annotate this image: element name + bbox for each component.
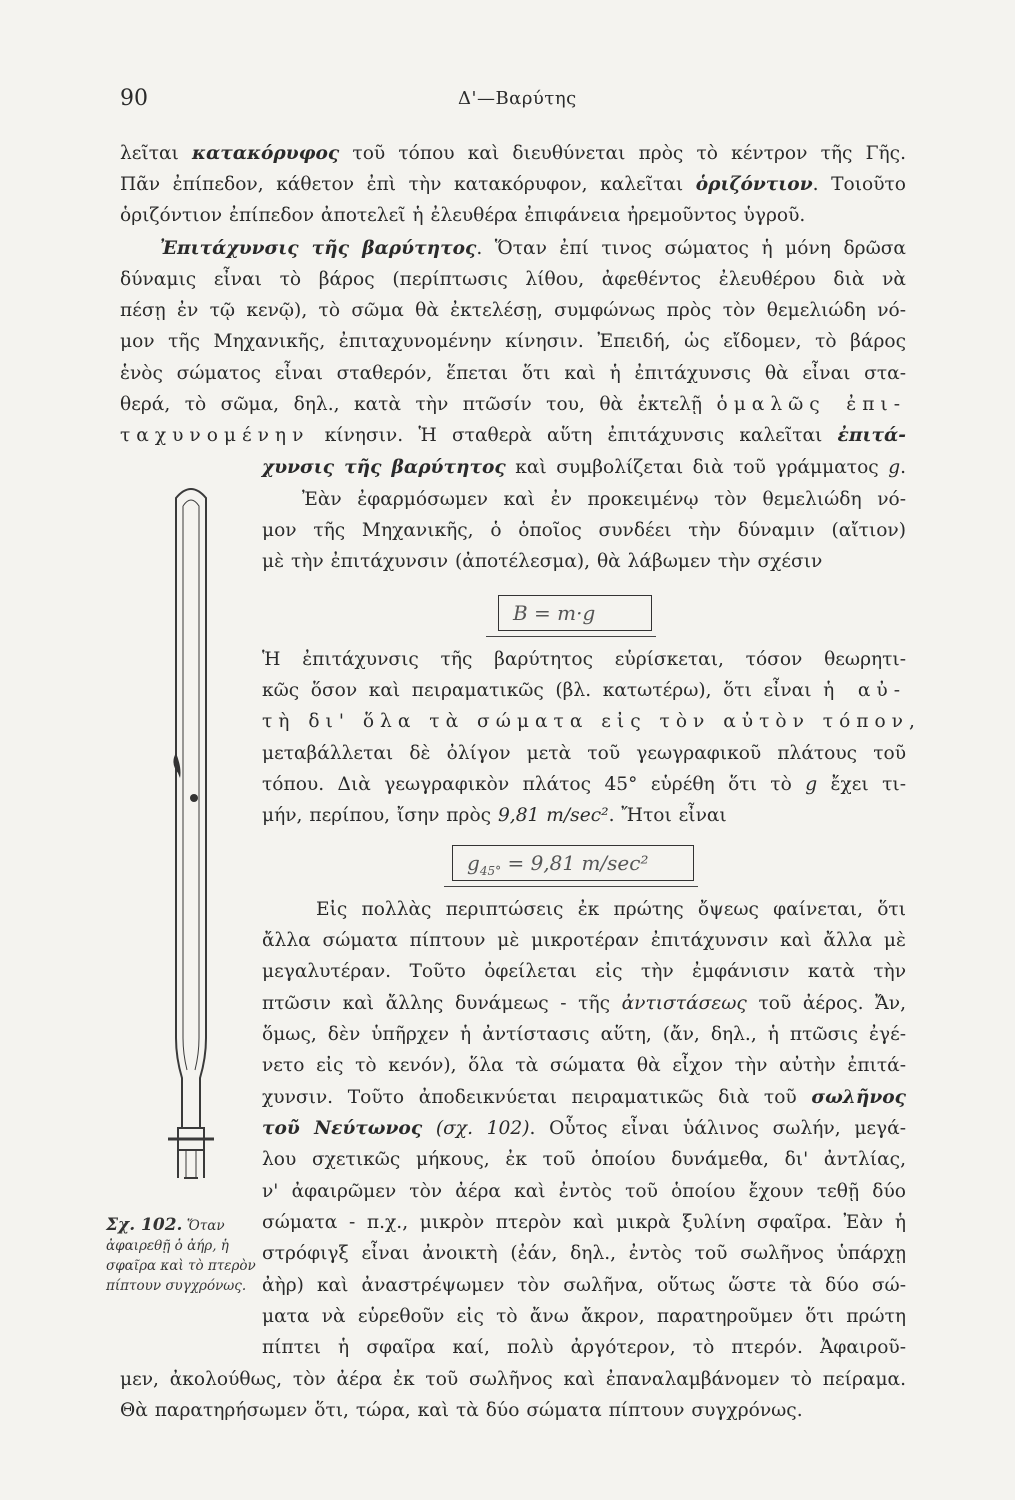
text-line: σώματα - π.χ., μικρὸν πτερὸν καὶ μικρὰ ξυλίνη σφαῖρα. Ἐὰν ἡ [262, 1212, 906, 1233]
text-line: μὲ τὴν ἐπιτάχυνσιν (ἀποτέλεσμα), θὰ λάβωμεν τὴν σχέσιν [262, 551, 823, 572]
equation-box-weight: B = m·g [498, 595, 652, 631]
text-line: μήν, περίπου, ἴσην πρὸς 9,81 m/sec². Ἤτοι εἶναι [262, 805, 727, 826]
text-line: Εἰς πολλὰς περιπτώσεις ἐκ πρώτης ὄψεως φαίνεται, ὅτι [316, 899, 906, 920]
text-line: τοῦ Νεύτωνος (σχ. 102). Οὗτος εἶναι ὑάλινος σωλήν, μεγά- [262, 1118, 906, 1139]
running-title: Δ'—Βαρύτης [458, 88, 577, 109]
equation-underline [444, 886, 698, 887]
text-line: ματα νὰ εὑρεθοῦν εἰς τὸ ἄνω ἄκρον, παρατηροῦμεν ὅτι πρώτη [262, 1306, 906, 1327]
text-line: μεταβάλλεται δὲ ὀλίγον μετὰ τοῦ γεωγραφικοῦ πλάτους τοῦ [262, 743, 906, 764]
page-number: 90 [120, 86, 148, 111]
newton-tube-figure [156, 478, 226, 1208]
text-line: ἀὴρ) καὶ ἀναστρέψωμεν τὸν σωλῆνα, οὕτως ὥστε τὰ δύο σώ- [262, 1275, 906, 1296]
text-line: Ἡ ἐπιτάχυνσις τῆς βαρύτητος εὑρίσκεται, τόσον θεωρητι- [262, 649, 906, 670]
text-line: λεῖται κατακόρυφος τοῦ τόπου καὶ διευθύνεται πρὸς τὸ κέντρον τῆς Γῆς. [120, 143, 906, 164]
text-line: ὁριζόντιον ἐπίπεδον ἀποτελεῖ ἡ ἐλευθέρα ἐπιφάνεια ἠρεμοῦντος ὑγροῦ. [120, 205, 806, 226]
text-line: ταχυνομένην κίνησιν. Ἡ σταθερὰ αὕτη ἐπιτάχυνσις καλεῖται ἐπιτά- [120, 425, 906, 446]
text-line: ὅμως, δὲν ὑπῆρχεν ἡ ἀντίστασις αὕτη, (ἄν, δηλ., ἡ πτῶσις ἐγέ- [262, 1024, 906, 1045]
text-line: τὴ δι' ὅλα τὰ σώματα εἰς τὸν αὐτὸν τόπον, [262, 711, 921, 732]
text-line: λου σχετικῶς μήκους, ἐκ τοῦ ὁποίου δυνάμεθα, δι' ἀντλίας, [262, 1149, 906, 1170]
text-line: χυνσις τῆς βαρύτητος καὶ συμβολίζεται διὰ τοῦ γράμματος g. [262, 457, 907, 478]
text-line: κῶς ὅσον καὶ πειραματικῶς (βλ. κατωτέρω), ὅτι εἶναι ἡ αὐ- [262, 680, 906, 701]
text-line: Ἐπιτάχυνσις τῆς βαρύτητος. Ὅταν ἐπί τινος σώματος ἡ μόνη δρῶσα [160, 238, 906, 259]
text-line: πέσῃ ἐν τῷ κενῷ), τὸ σῶμα θὰ ἐκτελέσῃ, συμφώνως πρὸς τὸν θεμελιώδη νό- [120, 300, 906, 321]
text-line: ἑνὸς σώματος εἶναι σταθερόν, ἕπεται ὅτι καὶ ἡ ἐπιτάχυνσις θὰ εἶναι στα- [120, 363, 906, 384]
text-line: πτῶσιν καὶ ἄλλης δυνάμεως - τῆς ἀντιστάσεως τοῦ ἀέρος. Ἄν, [262, 993, 906, 1014]
text-line: δύναμις εἶναι τὸ βάρος (περίπτωσις λίθου, ἀφεθέντος ἐλευθέρου διὰ νὰ [120, 269, 906, 290]
text-line: μον τῆς Μηχανικῆς, ὁ ὁποῖος συνδέει τὴν δύναμιν (αἴτιον) [262, 520, 906, 541]
text-line: Ἐὰν ἐφαρμόσωμεν καὶ ἐν προκειμένῳ τὸν θεμελιώδη νό- [302, 489, 906, 510]
text-line: στρόφιγξ εἶναι ἀνοικτὴ (ἐάν, δηλ., ἐντὸς τοῦ σωλῆνος ὑπάρχῃ [262, 1243, 906, 1264]
text-line: μεν, ἀκολούθως, τὸν ἀέρα ἐκ τοῦ σωλῆνος καὶ ἐπαναλαμβάνομεν τὸ πείραμα. [120, 1369, 906, 1390]
text-line: πίπτει ἡ σφαῖρα καί, πολὺ ἀργότερον, τὸ πτερόν. Ἀφαιροῦ- [262, 1337, 906, 1358]
text-line: χυνσιν. Τοῦτο ἀποδεικνύεται πειραματικῶς διὰ τοῦ σωλῆνος [262, 1087, 906, 1108]
text-line: τόπου. Διὰ γεωγραφικὸν πλάτος 45° εὑρέθη ὅτι τὸ g ἔχει τι- [262, 774, 906, 795]
text-line: ν' ἀφαιρῶμεν τὸν ἀέρα καὶ ἐντὸς τοῦ ὁποίου ἔχουν τεθῇ δύο [262, 1181, 906, 1202]
sphere-icon [190, 794, 198, 802]
text-line: νετο εἰς τὸ κενόν), ὅλα τὰ σώματα θὰ εἶχον τὴν αὐτὴν ἐπιτά- [262, 1055, 906, 1076]
figure-caption: Σχ. 102. Ὅταν ἀφαιρεθῇ ὁ ἀήρ, ἡ σφαῖρα καὶ τὸ πτερὸν πίπτουν συγχρόνως. [106, 1215, 256, 1294]
text-line: ἄλλα σώματα πίπτουν μὲ μικροτέραν ἐπιτάχυνσιν καὶ ἄλλα μὲ [262, 930, 906, 951]
text-line: μον τῆς Μηχανικῆς, ἐπιταχυνομένην κίνησιν. Ἐπειδή, ὡς εἴδομεν, τὸ βάρος [120, 331, 906, 352]
text-line: μεγαλυτέραν. Τοῦτο ὀφείλεται εἰς τὴν ἐμφάνισιν κατὰ τὴν [262, 961, 906, 982]
text-line: Πᾶν ἐπίπεδον, κάθετον ἐπὶ τὴν κατακόρυφον, καλεῖται ὁριζόντιον. Τοιοῦτο [120, 174, 906, 195]
equation-underline [486, 636, 656, 637]
text-line: θερά, τὸ σῶμα, δηλ., κατὰ τὴν πτῶσίν του, θὰ ἐκτελῇ ὁμαλῶς ἐπι- [120, 394, 906, 415]
text-line: Θὰ παρατηρήσωμεν ὅτι, τώρα, καὶ τὰ δύο σώματα πίπτουν συγχρόνως. [120, 1400, 803, 1421]
equation-box-g45: $g_{45^\circ} = 9,81$ m/sec² [452, 845, 694, 881]
